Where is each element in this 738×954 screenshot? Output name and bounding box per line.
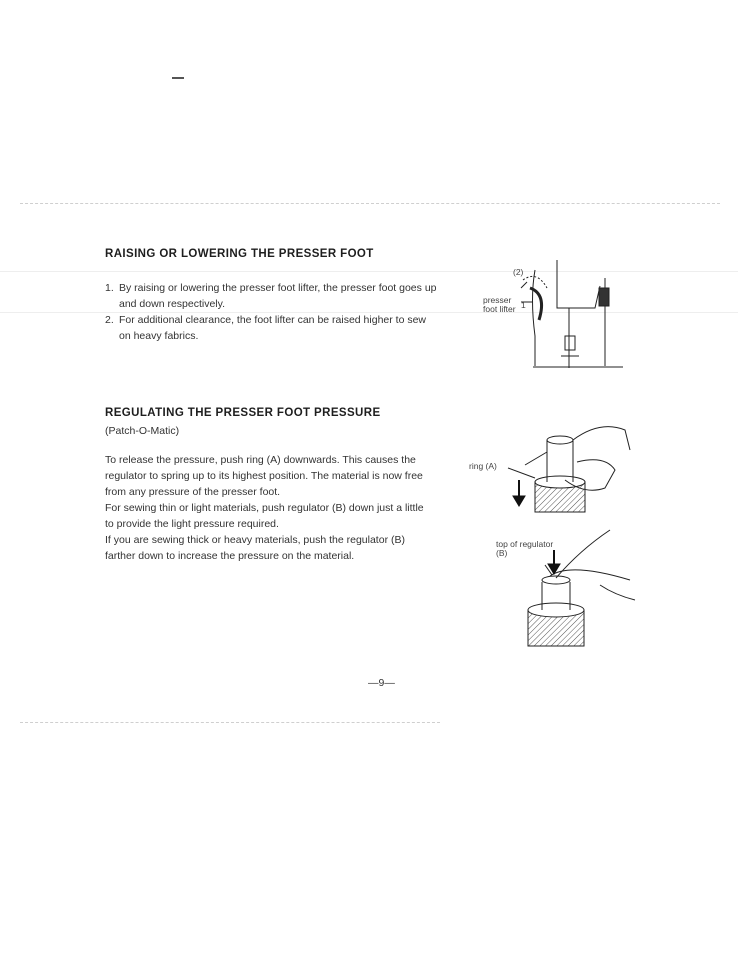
regulator-b-label: top of regulator (B) (496, 539, 554, 558)
ring-a-figure (465, 410, 635, 522)
pressure-instructions (105, 452, 435, 564)
paragraph: If you are sewing thick or heavy materials, push the regulator (B) farther down to increase the pressure on the material. (105, 534, 405, 562)
lifter-step1-label: 1 (521, 300, 526, 310)
page-number: —9— (368, 677, 395, 689)
list-item: 1. By raising or lowering the presser foot lifter, the presser foot goes up and down respectively. (105, 282, 437, 310)
paragraph: For sewing thin or light materials, push regulator (B) down just a little to provide the light pressure required. (105, 502, 424, 530)
scan-line-bottom (20, 722, 440, 723)
ring-a-label: ring (A) (469, 461, 497, 471)
scan-line-top (20, 203, 720, 204)
scan-speck (172, 77, 184, 79)
section-subtitle: (Patch-O-Matic) (105, 425, 180, 437)
list-item: 2. For additional clearance, the foot lifter can be raised higher to sew on heavy fabrics. (105, 314, 427, 342)
regulator-b-figure (490, 520, 640, 652)
presser-foot-illustration (475, 258, 625, 370)
lifter-step-label: (2) (513, 267, 524, 277)
lifter-callout-label: presser foot lifter (483, 295, 516, 314)
paragraph: To release the pressure, push ring (A) downwards. This causes the regulator to spring up to its highest position. The material is now free from any pressure of the presser foot. (105, 454, 423, 498)
presser-foot-steps (105, 280, 440, 344)
section-title-pressure: REGULATING THE PRESSER FOOT PRESSURE (105, 407, 381, 419)
section-title-presser-foot: RAISING OR LOWERING THE PRESSER FOOT (105, 248, 374, 260)
presser-foot-lifter-figure (475, 258, 625, 370)
scan-band-1 (0, 271, 738, 272)
